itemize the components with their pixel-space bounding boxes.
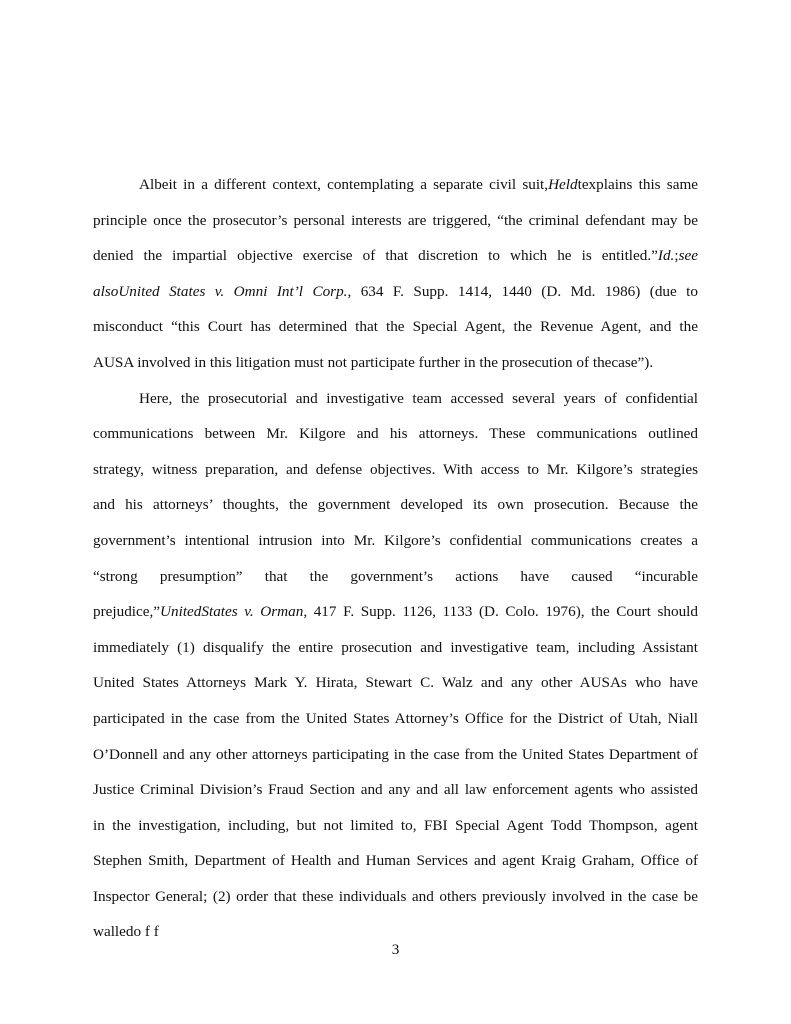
text-run: in the investigation, including, but not limited to, FBI Special Agent Todd Thompson, agent	[93, 816, 698, 834]
paragraph-1-line	[93, 309, 698, 345]
italic-citation: alsoUnited States v. Omni Int’l Corp.	[93, 282, 348, 300]
text-run: Albeit in a different context, contemplating a separate civil suit,	[139, 176, 549, 193]
text-run: and his attorneys’ thoughts, the government developed its own prosecution. Because the	[93, 496, 698, 514]
paragraph-2-line	[93, 594, 698, 630]
paragraph-2-line	[93, 487, 698, 523]
paragraph-1-line	[93, 345, 698, 381]
text-run: government’s intentional intrusion into Mr. Kilgore’s confidential communications creates a	[93, 531, 698, 549]
text-run: Inspector General; (2) order that these individuals and others previously involved in the case be	[93, 887, 698, 905]
text-run: misconduct “this Court has determined that the Special Agent, the Revenue Agent, and the	[93, 318, 698, 336]
text-run: texplains this same	[577, 176, 699, 193]
paragraph-2-line	[93, 772, 698, 808]
text-run: Here, the prosecutorial and investigative team accessed several years of confidential	[139, 389, 698, 407]
paragraph-2-line	[93, 381, 698, 417]
text-run: communications between Mr. Kilgore and his attorneys. These communications outlined	[93, 425, 698, 443]
text-run: strategy, witness preparation, and defense objectives. With access to Mr. Kilgore’s strategies	[93, 460, 698, 478]
paragraph-1-line	[93, 167, 698, 203]
paragraph-2-line	[93, 630, 698, 666]
paragraph-2-line	[93, 701, 698, 737]
text-run: ;	[674, 247, 679, 265]
text-run: O’Donnell and any other attorneys participating in the case from the United States Department of	[93, 745, 698, 763]
paragraph-1-line	[93, 203, 698, 239]
paragraph-1-line	[93, 274, 698, 310]
paragraph-2-line	[93, 737, 698, 773]
paragraph-2-line	[93, 665, 698, 701]
paragraph-2-line	[93, 843, 698, 879]
text-run: prejudice,”	[93, 603, 161, 621]
text-run: principle once the prosecutor’s personal interests are triggered, “the criminal defendant may be	[93, 211, 698, 229]
italic-citation: Id.	[657, 247, 675, 265]
paragraph-2-line	[93, 559, 698, 595]
paragraph-1-line	[93, 238, 698, 274]
text-run: United States Attorneys Mark Y. Hirata, Stewart C. Walz and any other AUSAs who have	[93, 674, 698, 692]
document-body	[93, 167, 698, 950]
paragraph-2-line	[93, 452, 698, 488]
paragraph-1	[93, 167, 698, 381]
text-run: denied the impartial objective exercise of that discretion to which he is entitled.”	[93, 247, 658, 265]
text-run: immediately (1) disqualify the entire prosecution and investigative team, including Assistant	[93, 638, 698, 656]
text-run: , 634 F. Supp. 1414, 1440 (D. Md. 1986) (due to	[347, 282, 698, 300]
page-number: 3	[391, 941, 400, 958]
text-run: Justice Criminal Division’s Fraud Section and any and all law enforcement agents who assisted	[93, 781, 698, 799]
italic-citation: see	[678, 247, 698, 265]
paragraph-2-line	[93, 416, 698, 452]
italic-citation: Held	[548, 176, 578, 193]
text-run: Stephen Smith, Department of Health and Human Services and agent Kraig Graham, Office of	[93, 852, 698, 870]
text-run: AUSA involved in this litigation must not participate further in the prosecution of thecase”).	[93, 353, 654, 371]
italic-citation: UnitedStates v. Orman	[160, 603, 304, 621]
text-run: , 417 F. Supp. 1126, 1133 (D. Colo. 1976), the Court should	[303, 603, 698, 621]
text-run: walledo f f	[93, 923, 159, 941]
paragraph-2-line	[93, 523, 698, 559]
paragraph-2-line	[93, 808, 698, 844]
paragraph-2	[93, 381, 698, 951]
text-run: participated in the case from the United States Attorney’s Office for the District of Utah, Niall	[93, 709, 698, 727]
paragraph-2-line	[93, 879, 698, 915]
text-run: “strong presumption” that the government’s actions have caused “incurable	[93, 567, 698, 585]
